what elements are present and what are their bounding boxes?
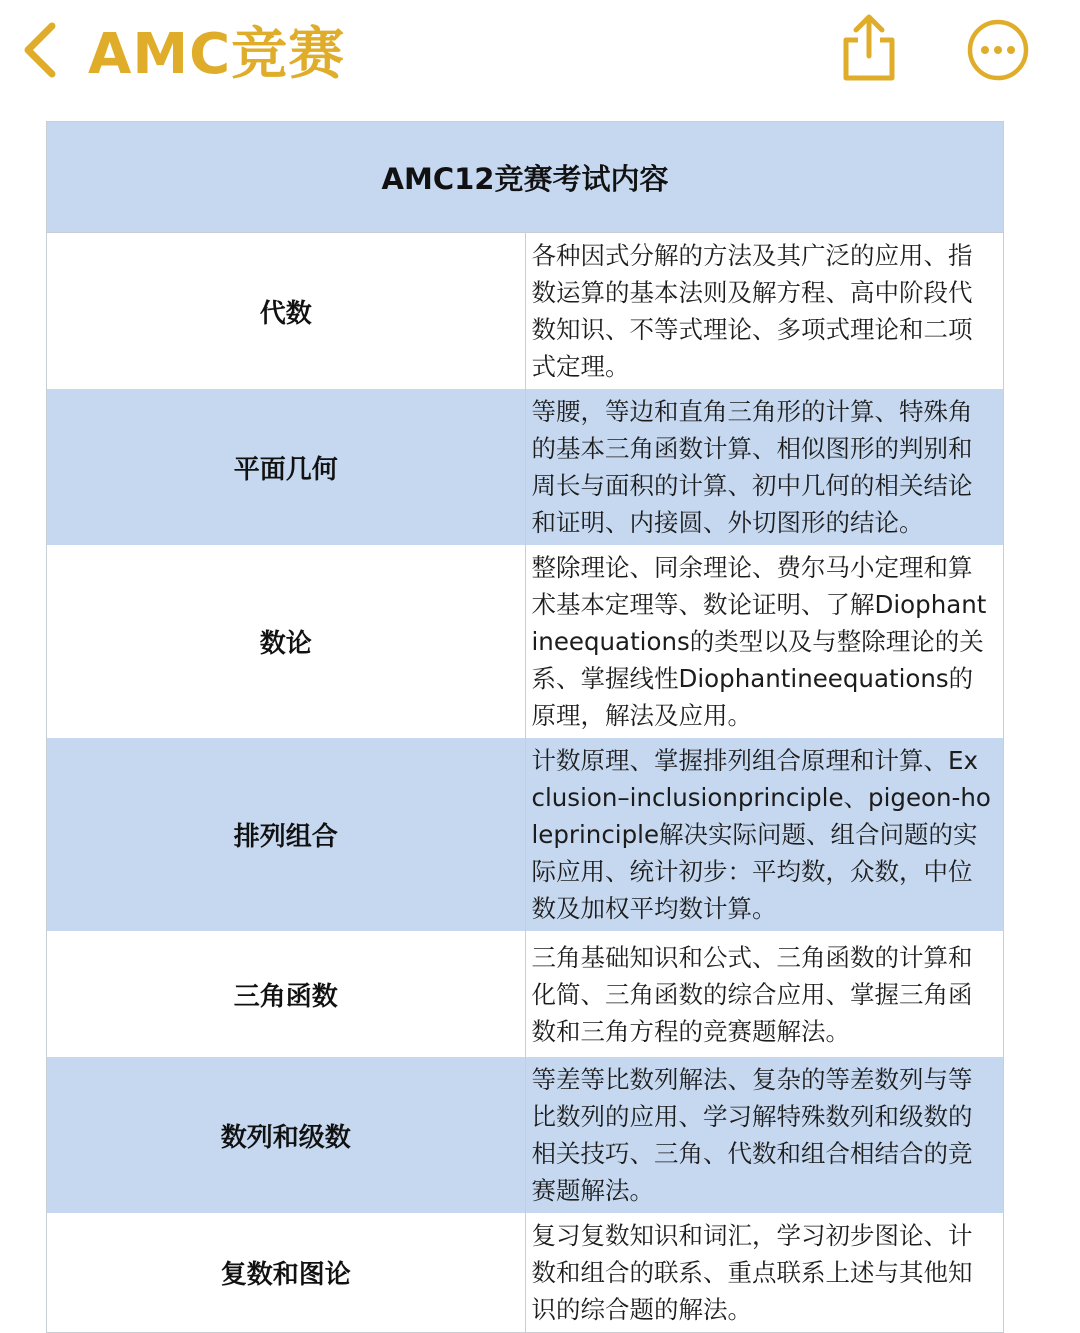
page-title: AMC竞赛: [88, 22, 346, 87]
share-button[interactable]: [838, 12, 900, 84]
amc12-content-table: [46, 121, 1004, 1333]
topic-cell: 数论: [47, 545, 526, 738]
table-row: [47, 545, 1004, 738]
table-row: [47, 389, 1004, 545]
table-row: [47, 233, 1004, 390]
table-row: [47, 1057, 1004, 1213]
topic-cell: 排列组合: [47, 738, 526, 931]
topic-cell: 数列和级数: [47, 1057, 526, 1213]
content-cell: 复习复数知识和词汇，学习初步图论、计数和组合的联系、重点联系上述与其他知识的综合题的解法。: [525, 1213, 1004, 1333]
topic-cell: 代数: [47, 233, 526, 390]
navigation-bar: [0, 0, 1080, 110]
table-title: AMC12竞赛考试内容: [47, 122, 1004, 233]
table-header-row: [47, 122, 1004, 233]
table-row: [47, 931, 1004, 1057]
chevron-left-icon: [20, 20, 60, 80]
more-button[interactable]: [966, 18, 1030, 82]
content-cell: 计数原理、掌握排列组合原理和计算、Exclusion–inclusionprinciple、pigeon-holeprinciple解决实际问题、组合问题的实际应用、统计初步：平均数，众数，中位数及加权平均数计算。: [525, 738, 1004, 931]
content-cell: 各种因式分解的方法及其广泛的应用、指数运算的基本法则及解方程、高中阶段代数知识、不等式理论、多项式理论和二项式定理。: [525, 233, 1004, 390]
back-button[interactable]: [20, 14, 345, 86]
table-row: [47, 1213, 1004, 1333]
topic-cell: 复数和图论: [47, 1213, 526, 1333]
content-table-wrapper: [46, 121, 1004, 1333]
topic-cell: 三角函数: [47, 931, 526, 1057]
content-cell: 等差等比数列解法、复杂的等差数列与等比数列的应用、学习解特殊数列和级数的相关技巧、三角、代数和组合相结合的竞赛题解法。: [525, 1057, 1004, 1213]
content-cell: 整除理论、同余理论、费尔马小定理和算术基本定理等、数论证明、了解Diophantineequations的类型以及与整除理论的关系、掌握线性Diophantineequations的原理，解法及应用。: [525, 545, 1004, 738]
more-icon: [966, 18, 1030, 82]
content-cell: 等腰，等边和直角三角形的计算、特殊角的基本三角函数计算、相似图形的判别和周长与面积的计算、初中几何的相关结论和证明、内接圆、外切图形的结论。: [525, 389, 1004, 545]
share-icon: [838, 12, 900, 84]
table-row: [47, 738, 1004, 931]
topic-cell: 平面几何: [47, 389, 526, 545]
content-cell: 三角基础知识和公式、三角函数的计算和化简、三角函数的综合应用、掌握三角函数和三角方程的竞赛题解法。: [525, 931, 1004, 1057]
